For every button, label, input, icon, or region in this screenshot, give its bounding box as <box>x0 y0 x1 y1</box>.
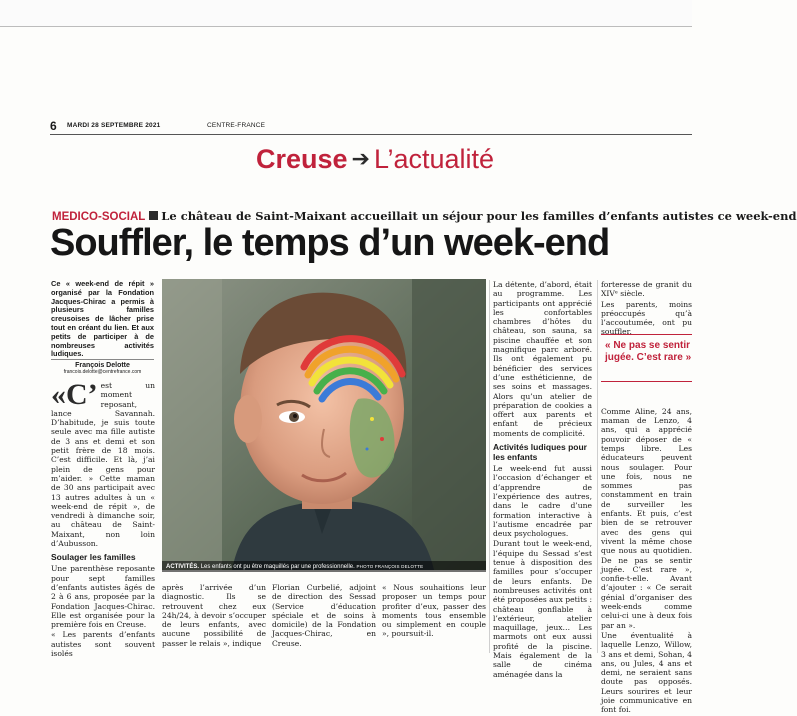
paragraph: Comme Aline, 24 ans, maman de Lenzo, 4 ans, qui a apprécié pouvoir déposer de « temps libre. Les éducateurs peuvent nous soulager. Pour une fois, nous ne sommes pas constamment en train de surveiller les enfants. Et puis, c’est bien de se retrouver avec des gens qui vivent la même chose que nous au quotidien. De ne pas se sentir jugée. C’est rare », confie-t-elle. Avant d’ajouter : « Ce serait génial d’organiser des week-ends comme celui-ci une à deux fois par an ». <box>601 406 692 630</box>
subsection-name: L’actualité <box>373 144 495 174</box>
pull-quote: « Ne pas se sentir jugée. C’est rare » <box>601 334 692 382</box>
kicker-tag: MEDICO-SOCIAL <box>52 211 146 223</box>
paragraph: La détente, d’abord, était au programme. Les participants ont apprécié les confortables chambres d’hôtes du château, son sauna, sa piscine chauffée et son magnifique parc arboré. Ils ont également pu bénéficier des services d’une esthéticienne, de ses soins et massages. Alors qu’un atelier de préparation de cookies a offert aux parents et enfant de précieux moments de complicité. <box>493 280 592 438</box>
paragraph: « Les parents d’enfants autistes sont souvent isolés <box>51 630 155 659</box>
article-column-b1: après l’arrivée d’un diagnostic. Ils se retrouvent chez eux 24h/24, à devoir s’occuper de leurs enfants, avec aucune possibilité de passer le relais », indique <box>162 583 266 648</box>
section-rubric <box>256 144 494 175</box>
square-bullet-icon <box>149 211 158 220</box>
dropcap: «C’ <box>51 378 98 411</box>
kicker-lead: Le château de Saint-Maixant accueillait un séjour pour les familles d’enfants autistes ce week-end <box>161 209 797 223</box>
caption-text: Les enfants ont pu être maquillés par une professionnelle. <box>200 564 355 570</box>
paragraph: Le week-end fut aussi l’occasion d’échanger et d’apprendre de l’expérience des autres, dans le cadre d’une formation interactive à l’autisme encadrée par deux psychologues. <box>493 464 592 539</box>
article-photo <box>162 279 486 570</box>
top-toolbar <box>0 0 692 27</box>
paragraph: forteresse de granit du XIVᵉ siècle. <box>601 280 692 299</box>
paragraph: Les parents, moins préoccupés qu’à l’accoutumée, ont pu souffler. <box>601 299 692 337</box>
column-divider <box>597 280 598 653</box>
photo-caption <box>162 561 486 572</box>
paragraph: Une éventualité à laquelle Lenzo, Willow, 3 ans et demi, Sohan, 4 ans, ou Jules, 4 ans et demi, ne seraient sans doute pas opposés. Leurs sourires et leur joie communicative en font foi. <box>601 630 692 715</box>
folio-bar <box>50 120 692 135</box>
kicker-line <box>52 209 797 223</box>
author-name: François Delotte <box>51 359 154 369</box>
author-email: francois.delotte@centrefrance.com <box>63 369 142 375</box>
article-column-4 <box>493 280 592 680</box>
page-number: 6 <box>50 119 57 133</box>
paragraph: Durant tout le week-end, l’équipe du Sessad s’est tenue à disposition des familles pour s’occuper de leurs enfants. De nombreuses activités ont été proposées aux petits : château gonflable à l’extérieur, atelier maquillage, jeux… Les marmots ont eux aussi profité de la piscine. Mais également de la salle de cinéma aménagée dans la <box>493 539 593 679</box>
paragraph: Une parenthèse reposante pour sept familles d’enfants autistes âgés de 2 à 6 ans, proposée par la Fondation Jacques-Chirac. Elle est organisée pour la première fois en Creuse. <box>51 564 155 630</box>
article-intro: Ce « week-end de répit » organisé par la Fondation Jacques-Chirac a permis à plusieurs familles creusoises de lâcher prise tout en créant du lien. Et aux petits de participer à de nombreuses activités ludiques. <box>51 279 154 359</box>
subheading: Activités ludiques pour les enfants <box>493 442 587 463</box>
byline <box>51 359 154 375</box>
photo-credit: PHOTO FRANÇOIS DELOTTE <box>356 564 424 569</box>
issue-date: MARDI 28 SEPTEMBRE 2021 <box>67 122 161 129</box>
article-column-b2: Florian Curbelié, adjoint de direction des Sessad (Service d’éducation spéciale et de soins à domicile) de la Fondation Jacques-Chirac, en Creuse. <box>272 583 376 648</box>
publication-name: CENTRE-FRANCE <box>207 122 266 129</box>
paragraph: est un moment reposant, lance Savannah. D’habitude, je suis toute seule avec ma fille autiste de 3 ans et demi et son petit frère de 18 mois. C’est difficile. Et là, j’ai plein de gens pour m’aider. » Cette maman de 30 ans participait avec 13 autres adultes à un « week-end de répit », de vendredi à dimanche soir, au château de Saint-Maixant, non loin d’Aubusson. <box>51 381 155 549</box>
section-name: Creuse <box>256 144 348 174</box>
caption-label: ACTIVITÉS. <box>166 564 200 570</box>
arrow-right-icon: ➔ <box>351 146 370 171</box>
column-divider <box>489 280 490 653</box>
article-column-1 <box>51 378 155 659</box>
article-column-b3: « Nous souhaitions leur proposer un temps pour profiter d’eux, passer des moments tous ensemble ou simplement en couple », poursuit-il. <box>382 583 486 639</box>
headline: Souffler, le temps d’un week-end <box>50 222 610 264</box>
child-face-paint-photo <box>162 279 486 570</box>
subheading: Soulager les familles <box>51 552 136 563</box>
